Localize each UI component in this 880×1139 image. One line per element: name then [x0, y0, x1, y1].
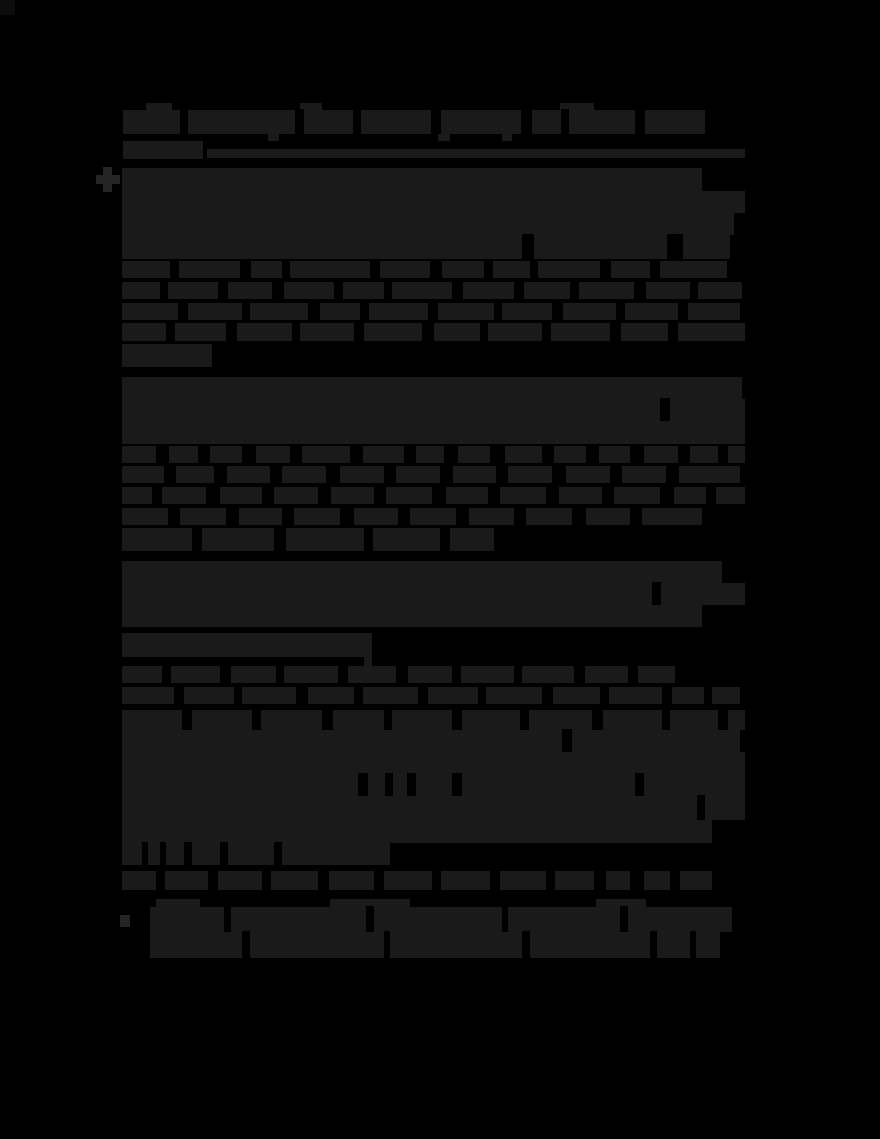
standalone-line [122, 871, 712, 890]
para-line [122, 687, 740, 704]
footnote-ascender [156, 899, 200, 907]
para2-line [122, 710, 745, 730]
bullet1-line [122, 235, 730, 259]
quote-line [122, 583, 745, 605]
para2-line [122, 774, 745, 796]
bullet1-line [122, 168, 702, 191]
bullet2-line [122, 446, 745, 463]
intro-short-word [123, 141, 203, 159]
heading-descender [438, 134, 450, 141]
bullet2-line [122, 399, 745, 421]
heading-descender [268, 134, 279, 141]
para2-last-line [122, 843, 390, 865]
bullet2-line [122, 508, 702, 525]
footnote-line [150, 932, 720, 958]
bullet-plus-icon [96, 167, 120, 192]
bullet1-line [122, 323, 745, 341]
quote-line [122, 561, 722, 583]
bullet2-line [122, 466, 740, 483]
bullet1-line [122, 261, 727, 278]
bullet2-line [122, 487, 745, 504]
footnote-asterisk-icon [120, 915, 130, 927]
corner-artifact [0, 0, 15, 15]
bullet2-line [122, 421, 745, 444]
bullet1-line [122, 282, 742, 299]
para2-line [122, 730, 740, 752]
bullet2-last-line [122, 528, 494, 551]
para2-line [122, 752, 745, 774]
horizontal-rule [207, 149, 745, 158]
intro-line [123, 110, 705, 134]
bullet1-line [122, 303, 740, 320]
quote-line [122, 605, 702, 627]
footnote-line [150, 907, 732, 932]
bullet1-line [122, 213, 734, 235]
heading-descender [502, 134, 512, 141]
para2-line [122, 796, 745, 820]
bullet1-last-line [122, 344, 212, 367]
comma-tail [364, 657, 372, 666]
quote-last-line [122, 633, 372, 657]
bullet1-line [122, 191, 745, 213]
bullet2-line [122, 377, 742, 399]
para2-line [122, 820, 712, 843]
para-line [122, 666, 675, 683]
